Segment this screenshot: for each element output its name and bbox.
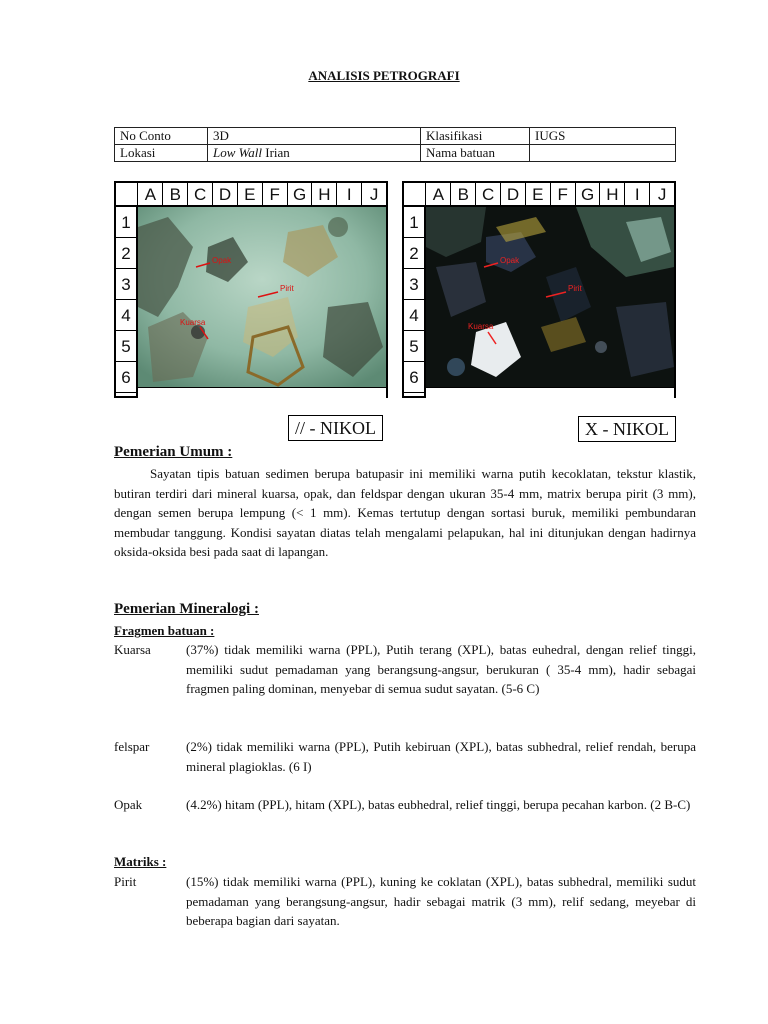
pirit-desc: (15%) tidak memiliki warna (PPL), kuning ke coklatan (XPL), batas subhedral, memiliki sudut pemadaman yang berangsung-angsur, hadir sebagai matrik (3 mm), relif sedang, meyebar di beberapa bagian dari sayatan. [186,874,696,928]
pemerian-umum-text: Sayatan tipis batuan sedimen berupa batupasir ini memiliki warna putih kecoklatan, tekstur klastik, butiran terdiri dari mineral kuarsa, opak, dan feldspar dengan ukuran 35-4 mm, matrix berupa pirit (3 mm), dengan semen berupa lempung (< 1 mm). Kemas tertutup dengan sortasi buruk, memiliki pembundaran membudar tanggung. Kondisi sayatan diatas telah mengalami pelapukan, hal ini ditunjukan dengan hadirnya oksida-oksida besi pada saat di lapangan. [114,466,696,559]
col-label: F [550,183,575,205]
col-label: J [361,183,386,205]
col-label: G [575,183,600,205]
xpl-caption: X - NIKOL [578,416,676,442]
pemerian-umum-heading: Pemerian Umum : [114,444,233,460]
no-conto-value: 3D [208,128,421,145]
row-label: 3 [404,269,424,300]
col-label: B [162,183,187,205]
col-label: F [262,183,287,205]
col-label: I [624,183,649,205]
col-label: H [599,183,624,205]
klasifikasi-value: IUGS [530,128,676,145]
xpl-row-header [402,207,426,398]
opak-term: Opak [114,797,143,812]
row-label: 6 [404,362,424,393]
ppl-image [138,207,386,388]
row-label: 1 [404,207,424,238]
col-label: C [187,183,212,205]
col-label: H [311,183,336,205]
col-label: D [500,183,525,205]
pirit-term: Pirit [114,874,137,889]
matriks-heading: Matriks : [114,854,167,869]
col-label: J [649,183,674,205]
xpl-image [426,207,674,388]
row-label: 1 [116,207,136,238]
lokasi-value-rest: Irian [262,145,290,160]
document-title: ANALISIS PETROGRAFI [308,68,460,83]
annotation-kuarsa: Kuarsa [468,322,494,331]
annotation-opak: Opak [500,256,520,265]
sample-info-table [114,127,676,162]
col-label: A [425,183,450,205]
nama-batuan-label: Nama batuan [421,145,530,162]
row-label: 6 [116,362,136,393]
xpl-photomicrograph [402,181,676,398]
kuarsa-term: Kuarsa [114,642,151,657]
nama-batuan-value [530,145,676,162]
ppl-column-header [114,181,388,207]
lokasi-value [208,145,421,162]
annotation-kuarsa: Kuarsa [180,318,206,327]
row-label: 2 [404,238,424,269]
annotation-pirit: Pirit [568,284,582,293]
col-label: B [450,183,475,205]
col-label: C [475,183,500,205]
felspar-desc: (2%) tidak memiliki warna (PPL), Putih kebiruan (XPL), batas subhedral, relief rendah, berupa mineral plagioklas. (6 I) [186,739,696,774]
pemerian-mineralogi-heading: Pemerian Mineralogi : [114,601,259,617]
col-label: I [336,183,361,205]
annotation-opak: Opak [212,256,232,265]
ppl-caption: // - NIKOL [288,415,383,441]
kuarsa-desc: (37%) tidak memiliki warna (PPL), Putih terang (XPL), batas euhedral, dengan relief tinggi, memiliki sudut pemadaman yang berangsung-angsur, berukuran ( 35-4 mm), hadir sebagai fragmen paling dominan, menyebar di semua sudut sayatan. (5-6 C) [186,642,696,696]
klasifikasi-label: Klasifikasi [421,128,530,145]
fragmen-batuan-heading: Fragmen batuan : [114,623,215,638]
lokasi-value-italic: Low Wall [213,145,263,160]
no-conto-label: No Conto [115,128,208,145]
annotation-pirit: Pirit [280,284,294,293]
col-label: E [237,183,262,205]
felspar-term: felspar [114,739,150,754]
ppl-row-header [114,207,138,398]
col-label: D [212,183,237,205]
row-label: 4 [404,300,424,331]
col-label: G [287,183,312,205]
opak-desc: (4.2%) hitam (PPL), hitam (XPL), batas eubhedral, relief tinggi, berupa pecahan karbon. (2 B-C) [186,797,691,812]
ppl-bottom-scale [138,387,386,398]
ppl-photomicrograph [114,181,388,398]
lokasi-label: Lokasi [115,145,208,162]
row-label: 5 [116,331,136,362]
xpl-column-header [402,181,676,207]
xpl-bottom-scale [426,387,674,398]
row-label: 2 [116,238,136,269]
row-label: 5 [404,331,424,362]
row-label: 4 [116,300,136,331]
col-label: E [525,183,550,205]
col-label: A [137,183,162,205]
row-label: 3 [116,269,136,300]
